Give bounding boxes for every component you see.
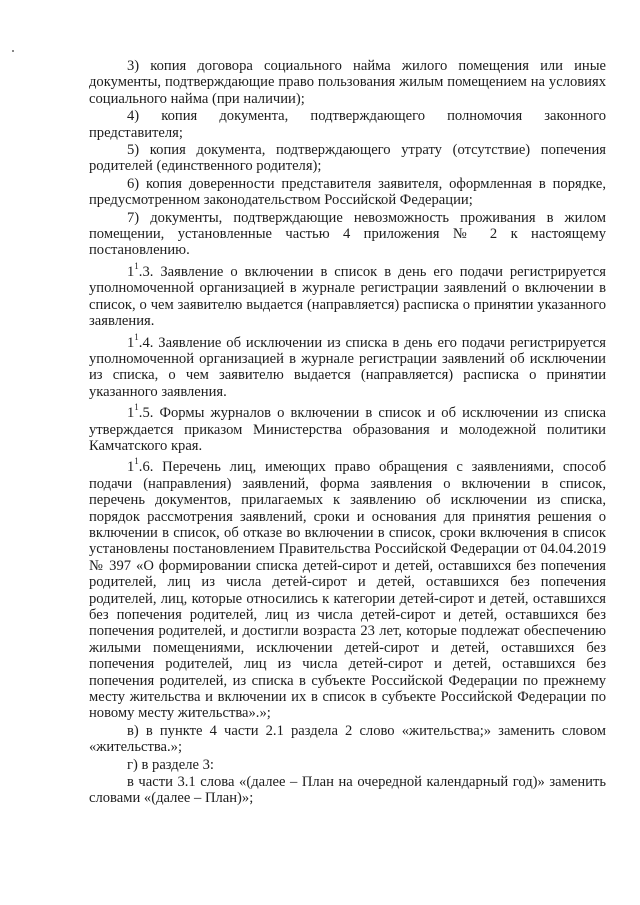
section-superscript: 1 [134, 331, 139, 342]
section-subnumber: .3. [138, 263, 154, 280]
section-text: Формы журналов о включении в список и об исключении из списка утверждается приказом Министерства образования и молодежной политики Камчатского края. [89, 405, 606, 454]
paragraph-item-4: 4) копия документа, подтверждающего полномочия законного представителя; [89, 108, 606, 141]
section-text: Заявление об исключении из списка в день его подачи регистрируется уполномоченной организацией в журнале регистрации заявлений об исключении из списка, о чем заявителю выдается (направляется) расписка о принятии указанного заявления. [89, 334, 606, 400]
amendment-g-part-3-1: в части 3.1 слова «(далее – План на очередной календарный год)» заменить словами «(далее – План)»; [89, 774, 606, 807]
amendment-g: г) в разделе 3: [127, 756, 214, 773]
paragraph-item-5: 5) копия документа, подтверждающего утрату (отсутствие) попечения родителей (единственного родителя); [89, 142, 606, 175]
paragraph-item-6: 6) копия доверенности представителя заявителя, оформленная в порядке, предусмотренном законодательством Российской Федерации; [89, 175, 606, 209]
section-1-1-5 [89, 402, 606, 454]
paragraph-item-7: 7) документы, подтверждающие невозможность проживания в жилом помещении, установленные частью 4 приложения № 2 к настоящему постановлению. [89, 209, 606, 259]
section-number: 1 [127, 334, 135, 351]
section-number: 1 [127, 405, 135, 422]
scan-speck [12, 50, 14, 52]
section-subnumber: .6. [138, 459, 154, 476]
section-1-1-3 [89, 261, 606, 330]
section-text: Заявление о включении в список в день его подачи регистрируется уполномоченной организацией в журнале регистрации заявлений о включении в список, о чем заявителю выдается (направляется) расписка о принятии указанного заявления. [89, 263, 606, 330]
section-text: Перечень лиц, имеющих право обращения с заявлениями, способ подачи (направления) заявлений, форма заявления о включении в список, перечень документов, прилагаемых к заявлению об исключении из списка, порядок рассмотрения заявлений, сроки и основания для принятия решения о включении в список, об отказе во включении в список, сроки включения в список установлены постановлением Правительства Российской Федерации от 04.04.2019 № 397 «О формировании списка детей-сирот и детей, оставшихся без попечения родителей, лиц из числа детей-сирот и детей, оставшихся без попечения родителей, лиц, которые относились к категории детей-сирот и детей, оставшихся без попечения родителей, лиц из числа детей-сирот и детей, оставшихся без попечения родителей, и достигли возраста 23 лет, которые подлежат обеспечению жилыми помещениями, исключении детей-сирот и детей, оставшихся без попечения родителей, лиц из числа детей-сирот и детей, оставшихся без попечения родителей, из списка в субъекте Российской Федерации по прежнему месту жительства и включении их в список в субъекте Российской Федерации по новому месту жительства».»; [89, 459, 606, 722]
section-number: 1 [127, 459, 135, 476]
paragraph-item-3: 3) копия договора социального найма жилого помещения или иные документы, подтверждающие право пользования жилым помещением на условиях социального найма (при наличии); [89, 58, 606, 107]
document-page [89, 58, 606, 808]
section-1-1-4 [89, 331, 606, 401]
section-superscript: 1 [134, 261, 139, 272]
section-number: 1 [127, 263, 135, 280]
amendment-v: в) в пункте 4 части 2.1 раздела 2 слово «жительства;» заменить словом «жительства.»; [89, 722, 606, 756]
section-subnumber: .4. [138, 334, 154, 351]
section-superscript: 1 [134, 456, 139, 467]
section-1-1-6 [89, 456, 606, 722]
section-superscript: 1 [134, 402, 139, 413]
section-subnumber: .5. [138, 405, 154, 422]
